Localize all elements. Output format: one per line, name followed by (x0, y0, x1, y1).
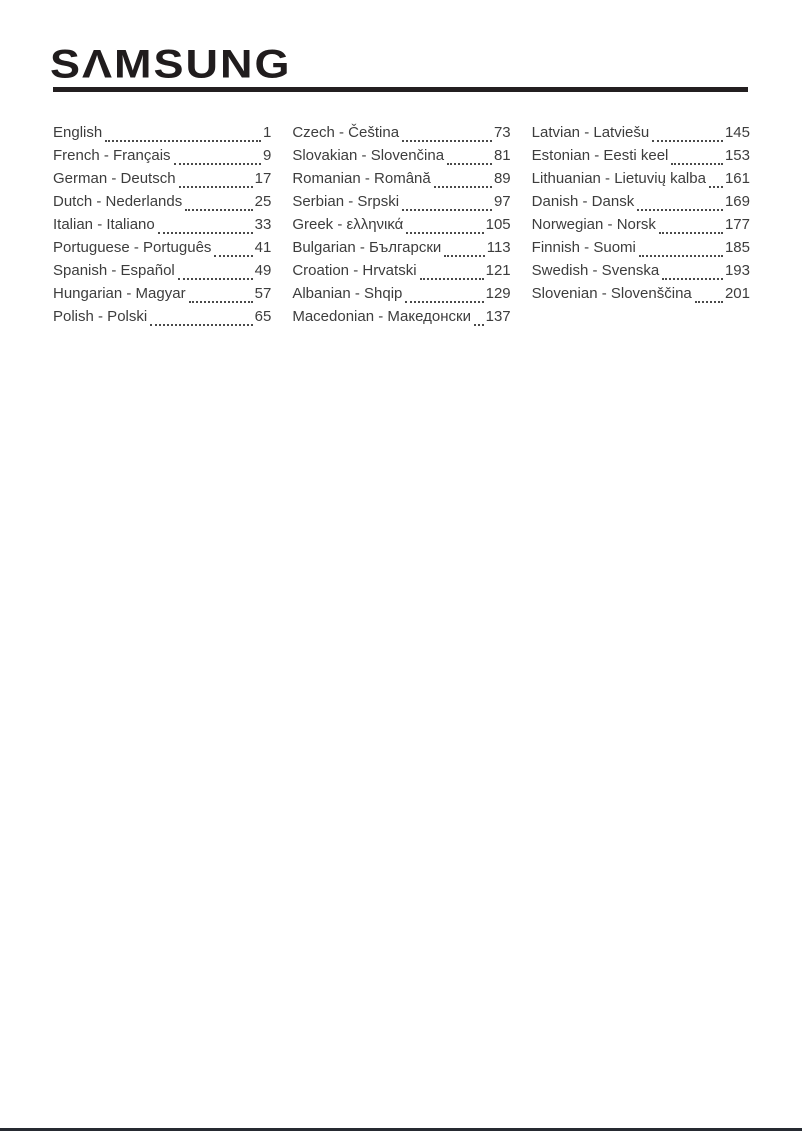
toc-entry-label: Serbian - Srpski (292, 193, 400, 210)
toc-entry-page: 145 (724, 124, 750, 141)
toc-entry-page: 105 (485, 216, 511, 233)
toc-entry-page: 169 (724, 193, 750, 210)
toc-entry-label: Norwegian - Norsk (531, 216, 656, 233)
toc-entry (53, 147, 271, 170)
language-toc (53, 124, 750, 331)
toc-entry-page: 177 (724, 216, 750, 233)
toc-entry (292, 216, 510, 239)
dot-leader (709, 186, 723, 188)
dot-leader (637, 209, 723, 211)
toc-entry-label: German - Deutsch (53, 170, 176, 187)
toc-entry-label: Portuguese - Português (53, 239, 212, 256)
toc-entry-page: 9 (262, 147, 272, 164)
toc-entry (53, 262, 271, 285)
dot-leader (179, 186, 253, 188)
toc-entry (532, 239, 750, 262)
toc-entry (53, 124, 271, 147)
toc-entry-label: Polish - Polski (53, 308, 148, 325)
toc-entry (53, 308, 271, 331)
toc-entry (292, 308, 510, 331)
dot-leader (444, 255, 484, 257)
dot-leader (174, 163, 261, 165)
toc-entry-label: Greek - ελληνικά (292, 216, 404, 233)
toc-entry (53, 216, 271, 239)
toc-column-2 (292, 124, 510, 331)
toc-column-1 (53, 124, 271, 331)
toc-entry-page: 161 (724, 170, 750, 187)
toc-entry-page: 121 (485, 262, 511, 279)
toc-entry-page: 113 (486, 239, 511, 256)
toc-entry-page: 57 (254, 285, 272, 302)
dot-leader (447, 163, 492, 165)
toc-entry-page: 81 (493, 147, 511, 164)
toc-entry-page: 41 (254, 239, 272, 256)
toc-entry-label: Macedonian - Македонски (292, 308, 471, 325)
toc-entry-page: 25 (254, 193, 272, 210)
toc-entry-label: Italian - Italiano (53, 216, 155, 233)
toc-entry (532, 170, 750, 193)
toc-entry (53, 193, 271, 216)
toc-entry-label: Finnish - Suomi (531, 239, 636, 256)
toc-entry-label: Romanian - Română (292, 170, 431, 187)
toc-entry (292, 262, 510, 285)
toc-entry-page: 33 (254, 216, 272, 233)
toc-entry-page: 129 (485, 285, 511, 302)
toc-entry-label: Latvian - Latviešu (531, 124, 650, 141)
toc-entry (292, 193, 510, 216)
dot-leader (639, 255, 723, 257)
toc-entry (292, 285, 510, 308)
dot-leader (671, 163, 723, 165)
toc-entry (532, 147, 750, 170)
toc-entry-page: 65 (254, 308, 272, 325)
toc-entry-label: Slovenian - Slovenščina (531, 285, 692, 302)
toc-entry-page: 49 (254, 262, 272, 279)
toc-entry (532, 193, 750, 216)
dot-leader (662, 278, 723, 280)
dot-leader (405, 301, 483, 303)
toc-entry-label: Czech - Čeština (292, 124, 400, 141)
toc-entry-page: 153 (724, 147, 750, 164)
toc-entry-page: 1 (262, 124, 272, 141)
toc-entry-page: 97 (493, 193, 511, 210)
toc-entry (292, 239, 510, 262)
dot-leader (189, 301, 253, 303)
toc-entry (292, 147, 510, 170)
toc-entry (292, 124, 510, 147)
dot-leader (158, 232, 253, 234)
toc-entry (532, 216, 750, 239)
toc-entry-label: French - Français (53, 147, 171, 164)
toc-entry (53, 285, 271, 308)
toc-entry-page: 193 (724, 262, 750, 279)
dot-leader (434, 186, 492, 188)
toc-entry-page: 73 (493, 124, 511, 141)
footer-rule (0, 1128, 802, 1131)
header-rule (53, 87, 748, 92)
dot-leader (402, 140, 492, 142)
dot-leader (695, 301, 723, 303)
toc-entry-label: English (53, 124, 103, 141)
dot-leader (214, 255, 252, 257)
dot-leader (406, 232, 483, 234)
toc-entry-label: Slovakian - Slovenčina (292, 147, 445, 164)
toc-entry-label: Croation - Hrvatski (292, 262, 417, 279)
toc-entry-label: Bulgarian - Български (292, 239, 442, 256)
toc-entry-label: Hungarian - Magyar (53, 285, 186, 302)
toc-entry-label: Swedish - Svenska (531, 262, 660, 279)
samsung-logo: SΛMSUNG (50, 41, 292, 87)
dot-leader (420, 278, 484, 280)
toc-entry-page: 137 (485, 308, 511, 325)
toc-entry (532, 285, 750, 308)
toc-entry-page: 89 (493, 170, 511, 187)
toc-entry (532, 262, 750, 285)
toc-entry-page: 185 (724, 239, 750, 256)
toc-entry-label: Spanish - Español (53, 262, 175, 279)
toc-entry-label: Lithuanian - Lietuvių kalba (531, 170, 706, 187)
dot-leader (105, 140, 261, 142)
dot-leader (474, 324, 484, 326)
toc-entry-label: Danish - Dansk (531, 193, 635, 210)
dot-leader (185, 209, 252, 211)
toc-entry (292, 170, 510, 193)
toc-entry-page: 17 (254, 170, 272, 187)
toc-column-3 (532, 124, 750, 331)
dot-leader (178, 278, 253, 280)
dot-leader (659, 232, 723, 234)
toc-entry-label: Dutch - Nederlands (53, 193, 183, 210)
toc-entry-page: 201 (724, 285, 750, 302)
toc-entry-label: Albanian - Shqip (292, 285, 403, 302)
dot-leader (402, 209, 492, 211)
dot-leader (150, 324, 252, 326)
dot-leader (652, 140, 723, 142)
toc-entry (53, 239, 271, 262)
toc-entry (532, 124, 750, 147)
toc-entry-label: Estonian - Eesti keel (531, 147, 669, 164)
toc-entry (53, 170, 271, 193)
